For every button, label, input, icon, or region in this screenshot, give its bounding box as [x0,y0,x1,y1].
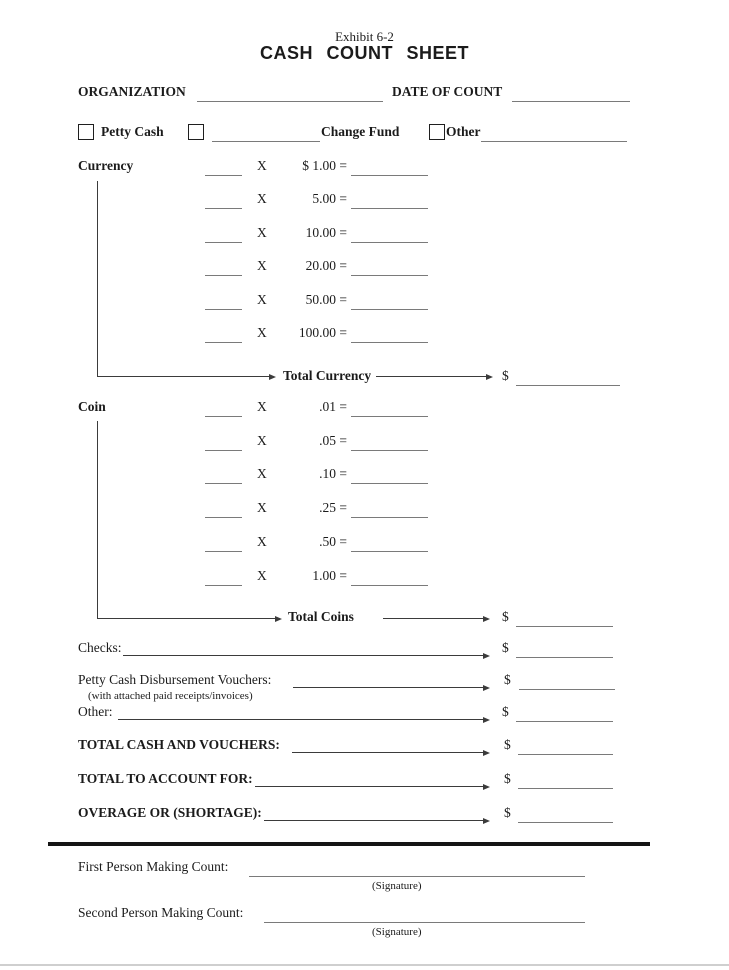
arrow-right-icon [483,717,490,723]
currency-count-line[interactable] [205,293,242,310]
checks-label: Checks: [78,640,122,655]
total-cash-vouchers-label: TOTAL CASH AND VOUCHERS: [78,737,280,752]
other-amount-line[interactable] [516,705,613,722]
total-to-account-amount-line[interactable] [518,772,613,789]
currency-amount-line[interactable] [351,293,428,310]
multiply-x: X [257,534,267,549]
organization-label: ORGANIZATION [78,84,186,99]
coin-denomination: .25 = [319,500,347,515]
coin-amount-line[interactable] [351,501,428,518]
other-line-label: Other: [78,704,113,719]
multiply-x: X [257,191,267,206]
arrow-right-icon [269,374,276,380]
arrow-right-icon [486,374,493,380]
coin-denomination: .50 = [319,534,347,549]
coin-amount-line[interactable] [351,535,428,552]
other-label: Other [446,124,481,139]
overage-shortage-amount-line[interactable] [518,806,613,823]
change-fund-checkbox[interactable] [188,124,204,140]
vouchers-note: (with attached paid receipts/invoices) [88,690,253,702]
total-coins-label: Total Coins [288,609,354,624]
leader-line [383,618,483,619]
second-person-label: Second Person Making Count: [78,905,244,920]
multiply-x: X [257,225,267,240]
multiply-x: X [257,292,267,307]
coin-denomination: 1.00 = [312,568,347,583]
coin-amount-line[interactable] [351,400,428,417]
dollar-sign: $ [504,672,511,687]
dollar-sign: $ [504,737,511,752]
leader-line [97,618,275,619]
coin-section-label: Coin [78,399,106,414]
dollar-sign: $ [502,368,509,383]
leader-line [118,719,483,720]
leader-line [97,376,269,377]
leader-line [123,655,483,656]
organization-input-line[interactable] [197,85,383,102]
arrow-right-icon [483,784,490,790]
second-person-signature-line[interactable] [264,906,585,923]
currency-section-label: Currency [78,158,134,173]
page-title: CASH COUNT SHEET [259,43,469,63]
multiply-x: X [257,258,267,273]
multiply-x: X [257,568,267,583]
date-of-count-label: DATE OF COUNT [392,84,503,99]
dollar-sign: $ [504,805,511,820]
exhibit-label: Exhibit 6-2 [335,29,394,44]
checks-amount-line[interactable] [516,641,613,658]
currency-denomination: 100.00 = [298,325,347,340]
currency-amount-line[interactable] [351,159,428,176]
coin-count-line[interactable] [205,501,242,518]
multiply-x: X [257,325,267,340]
first-signature-caption: (Signature) [372,880,422,892]
vouchers-amount-line[interactable] [519,673,615,690]
coin-count-line[interactable] [205,434,242,451]
multiply-x: X [257,500,267,515]
petty-cash-label: Petty Cash [101,124,164,139]
total-cash-vouchers-amount-line[interactable] [518,738,613,755]
currency-count-line[interactable] [205,159,242,176]
multiply-x: X [257,158,267,173]
total-currency-amount-line[interactable] [516,369,620,386]
dollar-sign: $ [502,609,509,624]
dollar-sign: $ [502,704,509,719]
leader-line [292,752,483,753]
multiply-x: X [257,466,267,481]
coin-count-line[interactable] [205,467,242,484]
currency-amount-line[interactable] [351,226,428,243]
coin-count-line[interactable] [205,535,242,552]
total-to-account-label: TOTAL TO ACCOUNT FOR: [78,771,253,786]
coin-amount-line[interactable] [351,467,428,484]
section-divider-rule [48,842,650,846]
currency-bracket-line [97,181,98,376]
arrow-right-icon [483,653,490,659]
dollar-sign: $ [502,640,509,655]
coin-denomination: .05 = [319,433,347,448]
currency-count-line[interactable] [205,259,242,276]
other-description-line[interactable] [481,125,627,142]
coin-bracket-line [97,421,98,618]
currency-denomination: 20.00 = [305,258,347,273]
coin-denomination: .01 = [319,399,347,414]
first-person-signature-line[interactable] [249,860,585,877]
total-coins-amount-line[interactable] [516,610,613,627]
multiply-x: X [257,399,267,414]
coin-count-line[interactable] [205,569,242,586]
first-person-label: First Person Making Count: [78,859,229,874]
currency-amount-line[interactable] [351,326,428,343]
currency-count-line[interactable] [205,192,242,209]
arrow-right-icon [483,616,490,622]
coin-amount-line[interactable] [351,569,428,586]
leader-line [376,376,486,377]
leader-line [264,820,483,821]
currency-count-line[interactable] [205,326,242,343]
leader-line [293,687,483,688]
date-of-count-input-line[interactable] [512,85,630,102]
overage-shortage-label: OVERAGE OR (SHORTAGE): [78,805,262,820]
page-edge-line [0,964,729,966]
total-currency-label: Total Currency [283,368,372,383]
other-checkbox[interactable] [429,124,445,140]
arrow-right-icon [483,685,490,691]
currency-denomination: 5.00 = [312,191,347,206]
vouchers-label: Petty Cash Disbursement Vouchers: [78,672,272,687]
dollar-sign: $ [504,771,511,786]
coin-amount-line[interactable] [351,434,428,451]
coin-denomination: .10 = [319,466,347,481]
currency-denomination: $ 1.00 = [302,158,347,173]
petty-cash-checkbox[interactable] [78,124,94,140]
coin-count-line[interactable] [205,400,242,417]
arrow-right-icon [483,750,490,756]
arrow-right-icon [483,818,490,824]
currency-denomination: 10.00 = [305,225,347,240]
currency-amount-line[interactable] [351,192,428,209]
leader-line [255,786,483,787]
arrow-right-icon [275,616,282,622]
currency-count-line[interactable] [205,226,242,243]
change-fund-label: Change Fund [321,124,400,139]
change-fund-name-line[interactable] [212,125,320,142]
currency-amount-line[interactable] [351,259,428,276]
currency-denomination: 50.00 = [305,292,347,307]
second-signature-caption: (Signature) [372,926,422,938]
multiply-x: X [257,433,267,448]
